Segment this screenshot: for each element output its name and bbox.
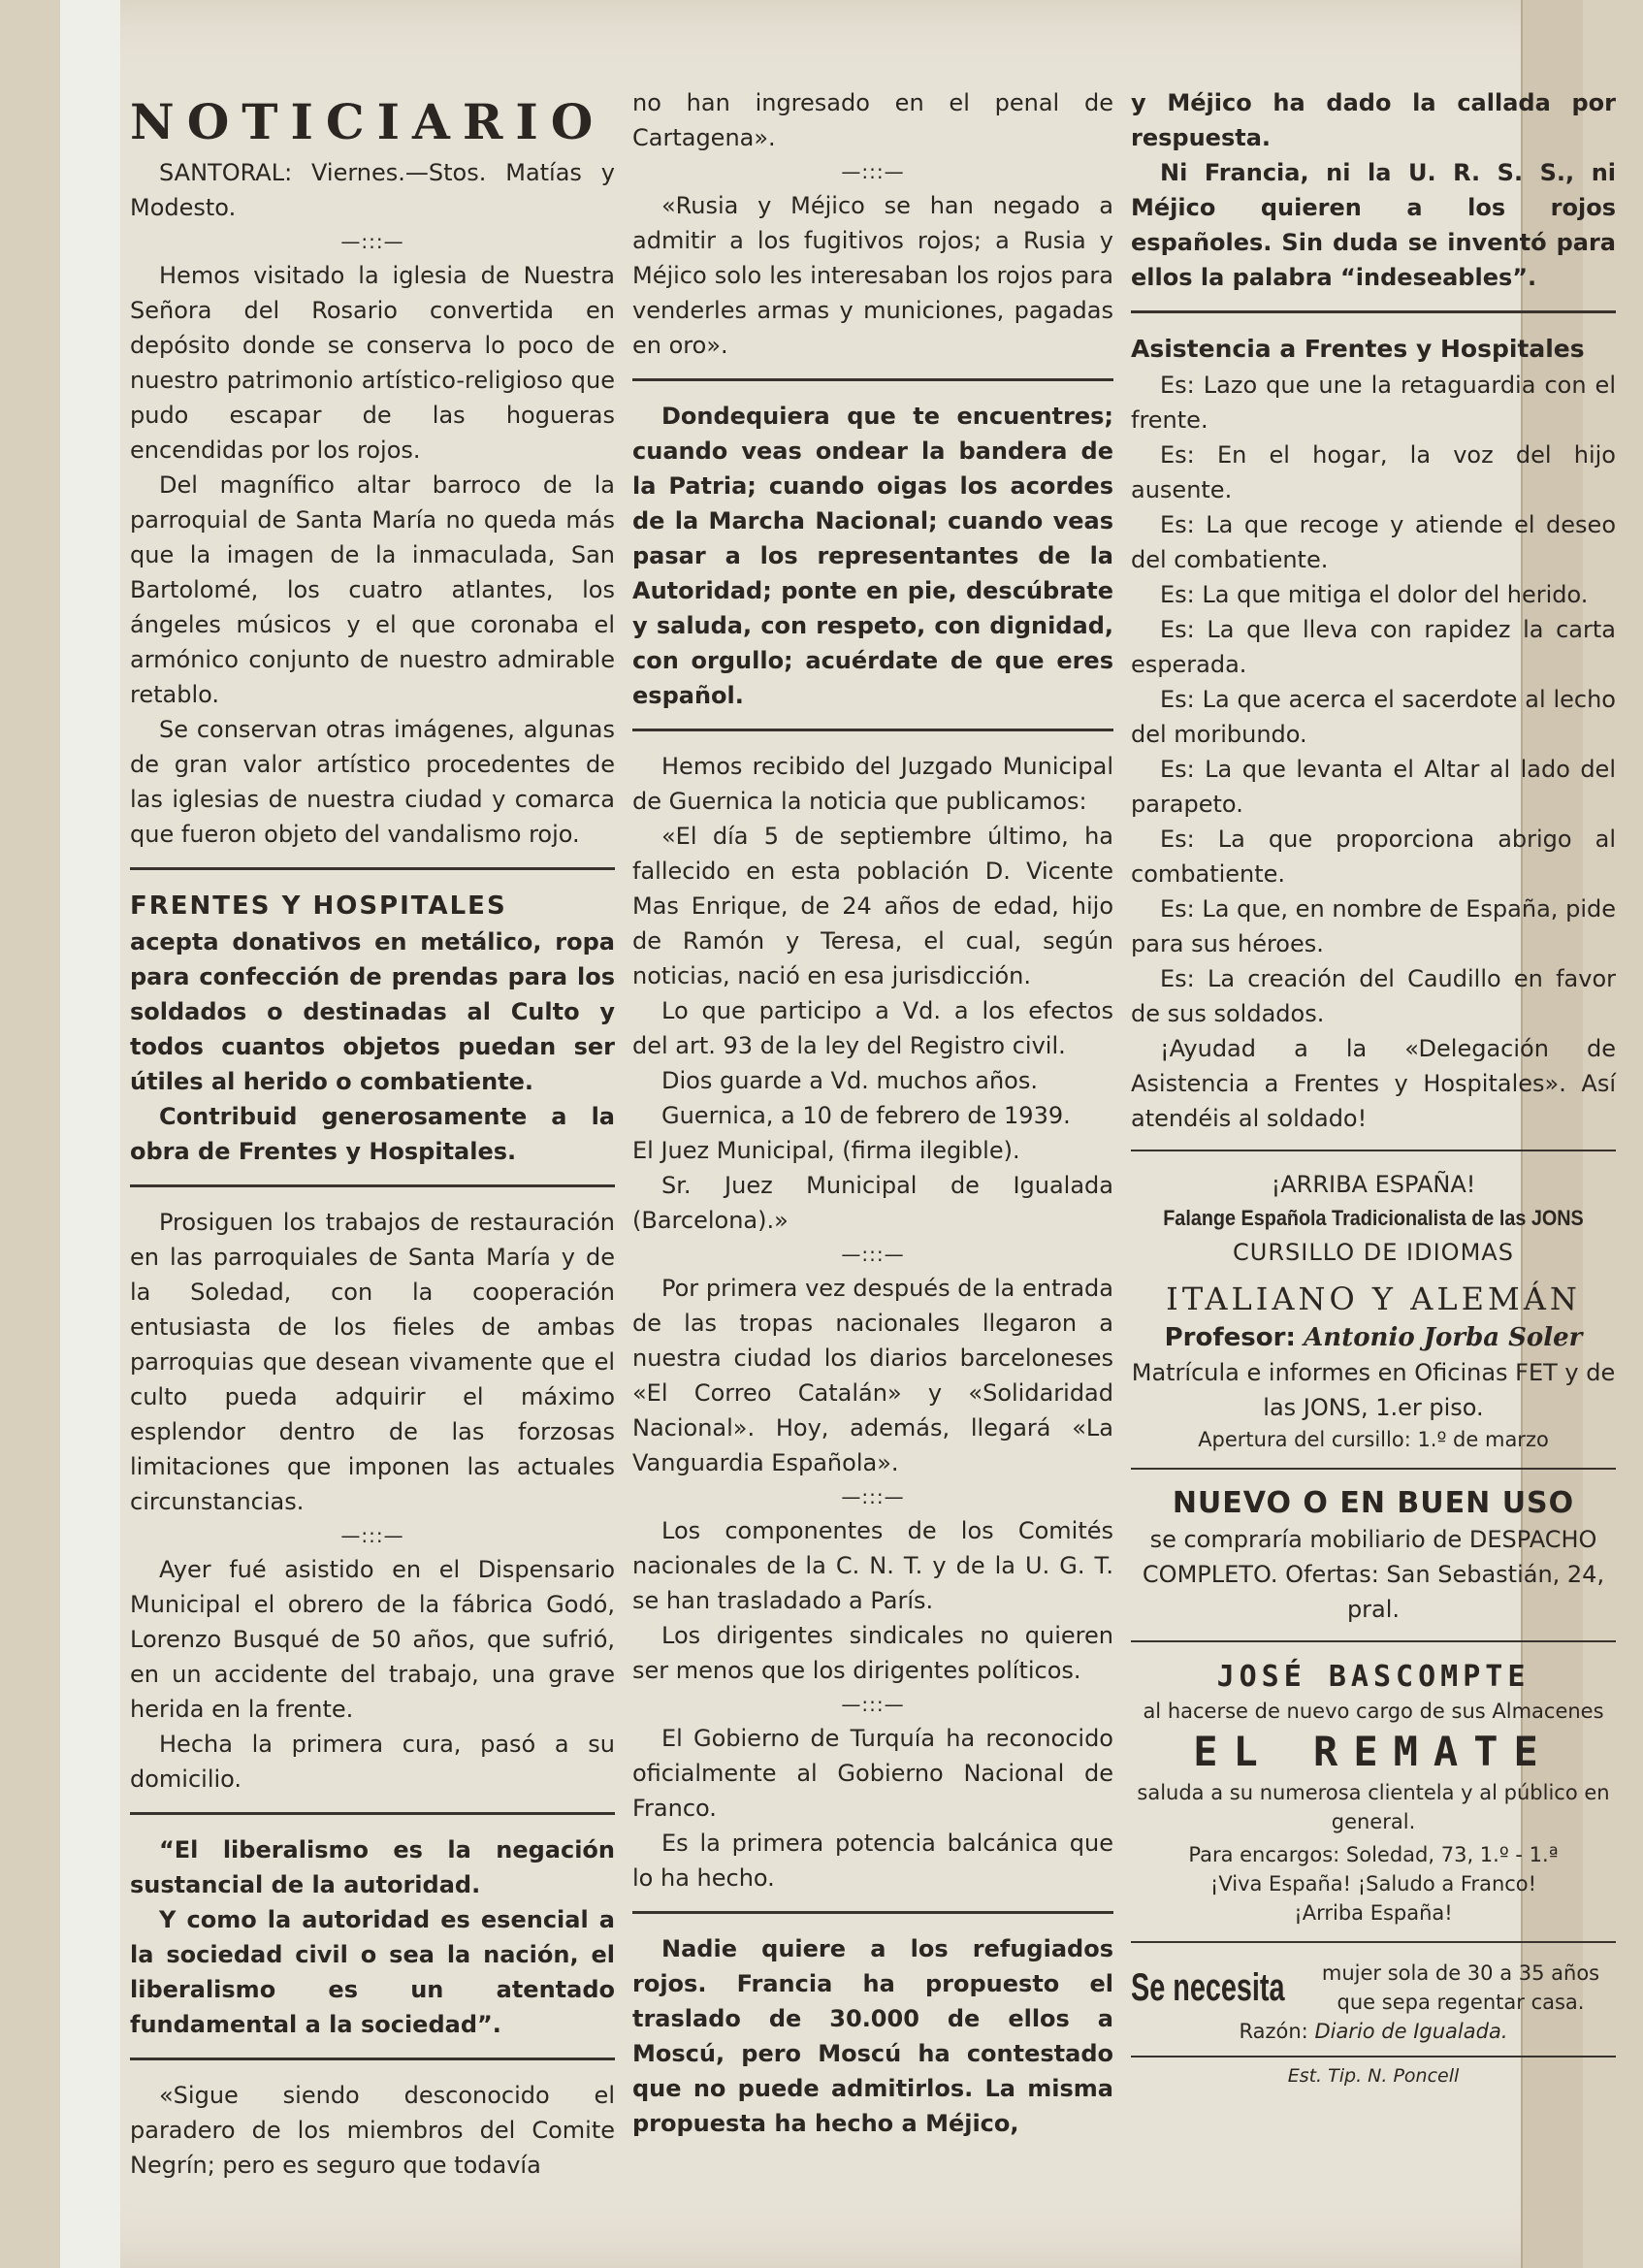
separator: —:::— — [841, 1485, 905, 1508]
falange-name: Falange Española Tradicionalista de las JONS — [1163, 1206, 1584, 1230]
article-paragraph: Se conservan otras imágenes, algunas de gran valor artístico procedentes de las iglesias de nuestra ciudad y comarca que fueron objeto del vandalismo rojo. — [130, 716, 615, 848]
article-paragraph: El Juez Municipal, (firma ilegible). — [632, 1137, 1020, 1164]
divider — [130, 1812, 615, 1815]
column-1 — [130, 85, 615, 2183]
article-paragraph: Los dirigentes sindicales no quieren ser menos que los dirigentes políticos. — [632, 1622, 1113, 1684]
article-paragraph: El Gobierno de Turquía ha reconocido oficialmente al Gobierno Nacional de Franco. — [632, 1725, 1113, 1822]
article-paragraph: Hemos visitado la iglesia de Nuestra Señora del Rosario convertida en depósito donde se conserva lo poco de nuestro patrimonio artístico-religioso que pudo escapar de las hogueras encendidas por los rojos. — [130, 262, 615, 464]
patriotic-notice: Dondequiera que te encuentres; cuando veas ondear la bandera de la Patria; cuando oigas los acordes de la Marcha Nacional; cuando veas pasar a los representantes de la Autoridad; ponte en pie, descúbrate y saluda, con respeto, con dignidad, con orgullo; acuérdate de que eres español. — [632, 403, 1113, 709]
article-paragraph: «El día 5 de septiembre último, ha fallecido en esta población D. Vicente Mas Enrique, de 24 años de edad, hijo de Ramón y Teresa, el cual, según noticias, nació en esa jurisdicción. — [632, 823, 1113, 989]
separator: —:::— — [841, 160, 905, 183]
divider — [632, 729, 1113, 731]
frentes-text: acepta donativos en metálico, ropa para confección de prendas para los soldados o destinadas al Culto y todos cuantos objetos puedan ser útiles al herido o combatiente. — [130, 928, 615, 1095]
article-paragraph: Prosiguen los trabajos de restauración en las parroquiales de Santa María y de la Soledad, con la cooperación entusiasta de los fieles de ambas parroquias que desean vivamente que el culto pueda adquirir el máximo esplendor dentro de las forzosas limitaciones que imponen las actuales circunstancias. — [130, 1209, 615, 1515]
column-2 — [632, 85, 1113, 2141]
es-item: Es: La que proporciona abrigo al combatiente. — [1131, 826, 1616, 888]
article-paragraph: Sr. Juez Municipal de Igualada (Barcelona).» — [632, 1172, 1113, 1234]
asistencia-heading: Asistencia a Frentes y Hospitales — [1131, 335, 1585, 363]
apertura-text: Apertura del cursillo: 1.º de marzo — [1198, 1428, 1549, 1451]
article-paragraph: Lo que participo a Vd. a los efectos del art. 93 de la ley del Registro civil. — [632, 997, 1113, 1059]
necesita-heading: Se necesita — [1131, 1965, 1285, 2009]
es-item: Es: La que lleva con rapidez la carta esperada. — [1131, 616, 1616, 678]
separator: —:::— — [340, 230, 404, 253]
frentes-text: Contribuid generosamente a la obra de Frentes y Hospitales. — [130, 1103, 615, 1165]
divider — [1131, 310, 1616, 313]
idiomas-heading: ITALIANO Y ALEMÁN — [1166, 1280, 1581, 1317]
nuevo-heading: NUEVO O EN BUEN USO — [1172, 1486, 1575, 1520]
necesita-text: mujer sola de 30 a 35 años que sepa regentar casa. — [1321, 1961, 1600, 2014]
article-paragraph: Guernica, a 10 de febrero de 1939. — [661, 1102, 1071, 1129]
cursillo-heading: CURSILLO DE IDIOMAS — [1233, 1239, 1514, 1266]
bascompte-text: al hacerse de nuevo cargo de sus Almacenes — [1143, 1700, 1604, 1723]
divider — [130, 1184, 615, 1187]
separator: —:::— — [340, 1524, 404, 1547]
noticiario-title: NOTICIARIO — [130, 93, 606, 150]
razon-label: Razón: — [1239, 2020, 1308, 2043]
separator: —:::— — [841, 1693, 905, 1716]
article-paragraph: Los componentes de los Comités nacionales de la C. N. T. y de la U. G. T. se han trasladado a París. — [632, 1517, 1113, 1614]
divider — [130, 2057, 615, 2060]
bascompte-heading: JOSÉ BASCOMPTE — [1216, 1660, 1530, 1694]
nuevo-text: se compraría mobiliario de DESPACHO COMPLETO. Ofertas: San Sebastián, 24, pral. — [1142, 1526, 1605, 1623]
article-paragraph: Por primera vez después de la entrada de las tropas nacionales llegaron a nuestra ciudad los diarios barceloneses «El Correo Catalán» y «Solidaridad Nacional». Hoy, además, llegará «La Vanguardia Española». — [632, 1275, 1113, 1476]
es-item: Es: La que acerca el sacerdote al lecho del moribundo. — [1131, 686, 1616, 748]
ayuda-text: ¡Ayudad a la «Delegación de Asistencia a Frentes y Hospitales». Así atendéis al soldado! — [1131, 1035, 1616, 1132]
divider — [1131, 1941, 1616, 1943]
divider — [1131, 1640, 1616, 1642]
article-paragraph: Es la primera potencia balcánica que lo ha hecho. — [632, 1830, 1113, 1892]
es-item: Es: La que mitiga el dolor del herido. — [1160, 581, 1589, 608]
divider — [632, 1911, 1113, 1914]
profesor-name: Antonio Jorba Soler — [1304, 1323, 1583, 1352]
quote-text: Y como la autoridad es esencial a la sociedad civil o sea la nación, el liberalismo es un atentado fundamental a la sociedad”. — [130, 1906, 615, 2038]
article-paragraph: no han ingresado en el penal de Cartagena». — [632, 89, 1113, 151]
printer-credit: Est. Tip. N. Poncell — [1287, 2065, 1460, 2087]
frentes-heading: FRENTES Y HOSPITALES — [130, 891, 507, 921]
encargos-text: Para encargos: Soledad, 73, 1.º - 1.ª — [1188, 1843, 1559, 1866]
divider — [130, 867, 615, 870]
razon-value: Diario de Igualada. — [1314, 2020, 1508, 2043]
arriba-espana: ¡ARRIBA ESPAÑA! — [1271, 1171, 1476, 1198]
newspaper-page — [60, 0, 1616, 2268]
santoral: SANTORAL: Viernes.—Stos. Matías y Modesto. — [130, 159, 615, 221]
article-paragraph: Del magnífico altar barroco de la parroquial de Santa María no queda más que la imagen de la inmaculada, San Bartolomé, los cuatro atlantes, los ángeles músicos y el que coronaba el armónico conjunto de nuestro admirable retablo. — [130, 471, 615, 708]
bascompte-text: saluda a su numerosa clientela y al público en general. — [1137, 1781, 1610, 1833]
article-paragraph-bold: y Méjico ha dado la callada por respuesta. — [1131, 89, 1616, 151]
quote-text: “El liberalismo es la negación sustancial de la autoridad. — [130, 1836, 615, 1898]
es-item: Es: En el hogar, la voz del hijo ausente. — [1131, 441, 1616, 503]
profesor-label: Profesor: — [1164, 1323, 1296, 1352]
divider — [1131, 2056, 1616, 2057]
es-item: Es: La creación del Caudillo en favor de sus soldados. — [1131, 965, 1616, 1027]
es-item: Es: La que levanta el Altar al lado del parapeto. — [1131, 756, 1616, 818]
page-left-margin — [60, 0, 120, 2268]
article-paragraph: «Sigue siendo desconocido el paradero de los miembros del Comite Negrín; pero es seguro que todavía — [130, 2082, 615, 2179]
column-3 — [1131, 85, 1616, 2090]
divider — [1131, 1468, 1616, 1470]
article-paragraph-bold: Ni Francia, ni la U. R. S. S., ni Méjico quieren a los rojos españoles. Sin duda se inventó para ellos la palabra “indeseables”. — [1131, 159, 1616, 291]
article-paragraph: Ayer fué asistido en el Dispensario Municipal el obrero de la fábrica Godó, Lorenzo Busqué de 50 años, que sufrió, en un accidente del trabajo, una grave herida en la frente. — [130, 1556, 615, 1723]
arriba-text: ¡Arriba España! — [1294, 1901, 1453, 1925]
article-paragraph: «Rusia y Méjico se han negado a admitir a los fugitivos rojos; a Rusia y Méjico solo les interesaban los rojos para venderles armas y municiones, pagadas en oro». — [632, 192, 1113, 359]
article-paragraph-bold: Nadie quiere a los refugiados rojos. Francia ha propuesto el traslado de 30.000 de ellos a Moscú, pero Moscú ha contestado que no puede admitirlos. La misma propuesta ha hecho a Méjico, — [632, 1935, 1113, 2137]
es-item: Es: La que, en nombre de España, pide para sus héroes. — [1131, 895, 1616, 957]
article-paragraph: Hemos recibido del Juzgado Municipal de Guernica la noticia que publicamos: — [632, 753, 1113, 815]
es-item: Es: Lazo que une la retaguardia con el frente. — [1131, 372, 1616, 434]
matricula-text: Matrícula e informes en Oficinas FET y de las JONS, 1.er piso. — [1131, 1359, 1616, 1421]
article-paragraph: Dios guarde a Vd. muchos años. — [661, 1067, 1038, 1094]
es-item: Es: La que recoge y atiende el deseo del combatiente. — [1131, 511, 1616, 573]
divider — [1131, 1150, 1616, 1151]
separator: —:::— — [841, 1243, 905, 1266]
article-paragraph: Hecha la primera cura, pasó a su domicilio. — [130, 1731, 615, 1793]
viva-text: ¡Viva España! ¡Saludo a Franco! — [1209, 1872, 1537, 1895]
remate-logo: EL REMATE — [1193, 1728, 1554, 1775]
divider — [632, 378, 1113, 381]
necesita-ad — [1131, 1959, 1616, 2017]
